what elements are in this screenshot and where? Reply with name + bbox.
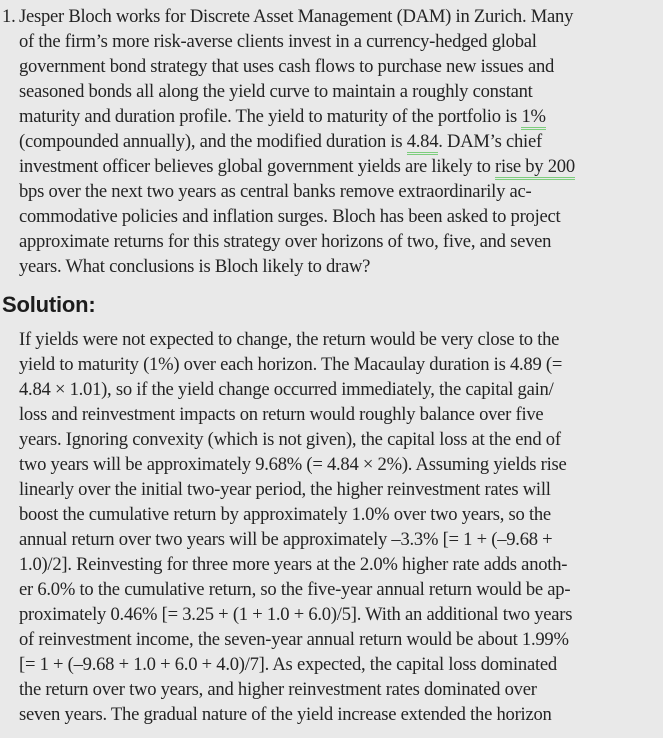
text-segment: seven years. The gradual nature of the yield increase extended the horizon [19, 704, 552, 725]
text-segment: er 6.0% to the cumulative return, so the five-year annual return would be ap- [19, 579, 571, 600]
text-line [19, 327, 661, 352]
text-segment: two years will be approximately 9.68% (= 4.84 × 2%). Assuming yields rise [19, 454, 567, 475]
solution-heading: Solution: [2, 292, 96, 317]
text-line [19, 477, 661, 502]
problem-item [2, 4, 661, 279]
text-line [19, 179, 661, 204]
text-line [19, 502, 661, 527]
text-segment: years. Ignoring convexity (which is not given), the capital loss at the end of [19, 429, 561, 450]
problem-text [19, 4, 661, 279]
text-line [19, 4, 661, 29]
text-line [19, 79, 661, 104]
text-line [19, 652, 661, 677]
text-segment: 4.84 × 1.01), so if the yield change occurred immediately, the capital gain/ [19, 379, 554, 400]
solution-text [19, 327, 661, 727]
text-line [19, 402, 661, 427]
text-segment: annual return over two years will be approximately –3.3% [= 1 + (–9.68 + [19, 529, 553, 550]
text-segment: years. What conclusions is Bloch likely to draw? [19, 256, 371, 277]
problem-number: 1. [2, 6, 16, 27]
text-line [19, 427, 661, 452]
text-line [19, 352, 661, 377]
text-segment: government bond strategy that uses cash flows to purchase new issues and [19, 56, 555, 77]
text-segment: . DAM’s chief [438, 131, 542, 152]
text-segment: commodative policies and inflation surges. Bloch has been asked to project [19, 206, 561, 227]
text-segment: loss and reinvestment impacts on return would roughly balance over five [19, 404, 544, 425]
text-line [19, 552, 661, 577]
text-segment: (compounded annually), and the modified duration is [19, 131, 407, 152]
text-line [19, 377, 661, 402]
text-line [19, 602, 661, 627]
underlined-term: 1% [521, 106, 545, 130]
text-segment: proximately 0.46% [= 3.25 + (1 + 1.0 + 6.0)/5]. With an additional two years [19, 604, 573, 625]
text-line [19, 154, 661, 179]
text-segment: of reinvestment income, the seven-year annual return would be about 1.99% [19, 629, 569, 650]
text-segment: 1.0)/2]. Reinvesting for three more years at the 2.0% higher rate adds anoth- [19, 554, 568, 575]
text-segment: If yields were not expected to change, the return would be very close to the [19, 329, 560, 350]
text-line [19, 677, 661, 702]
text-line [19, 527, 661, 552]
text-line [19, 452, 661, 477]
text-segment: [= 1 + (–9.68 + 1.0 + 6.0 + 4.0)/7]. As expected, the capital loss dominated [19, 654, 557, 675]
text-line [19, 577, 661, 602]
text-segment: maturity and duration profile. The yield to maturity of the portfolio is [19, 106, 522, 127]
text-segment: seasoned bonds all along the yield curve to maintain a roughly constant [19, 81, 533, 102]
text-segment: Jesper Bloch works for Discrete Asset Management (DAM) in Zurich. Many [19, 6, 574, 27]
text-segment: linearly over the initial two-year period, the higher reinvestment rates will [19, 479, 551, 500]
text-segment: boost the cumulative return by approximately 1.0% over two years, so the [19, 504, 551, 525]
text-line [19, 702, 661, 727]
text-line [19, 29, 661, 54]
text-line [19, 129, 661, 154]
text-segment: investment officer believes global government yields are likely to [19, 156, 496, 177]
text-line [19, 104, 661, 129]
text-line [19, 54, 661, 79]
text-segment: approximate returns for this strategy over horizons of two, five, and seven [19, 231, 552, 252]
text-segment: of the firm’s more risk-averse clients invest in a currency-hedged global [19, 31, 537, 52]
underlined-term: 4.84 [407, 131, 439, 155]
text-segment: yield to maturity (1%) over each horizon. The Macaulay duration is 4.89 (= [19, 354, 563, 375]
text-line [19, 204, 661, 229]
text-segment: the return over two years, and higher reinvestment rates dominated over [19, 679, 537, 700]
text-line [19, 229, 661, 254]
text-line [19, 627, 661, 652]
underlined-term: rise by 200 [495, 156, 575, 180]
text-line [19, 254, 661, 279]
text-segment: bps over the next two years as central banks remove extraordinarily ac- [19, 181, 532, 202]
